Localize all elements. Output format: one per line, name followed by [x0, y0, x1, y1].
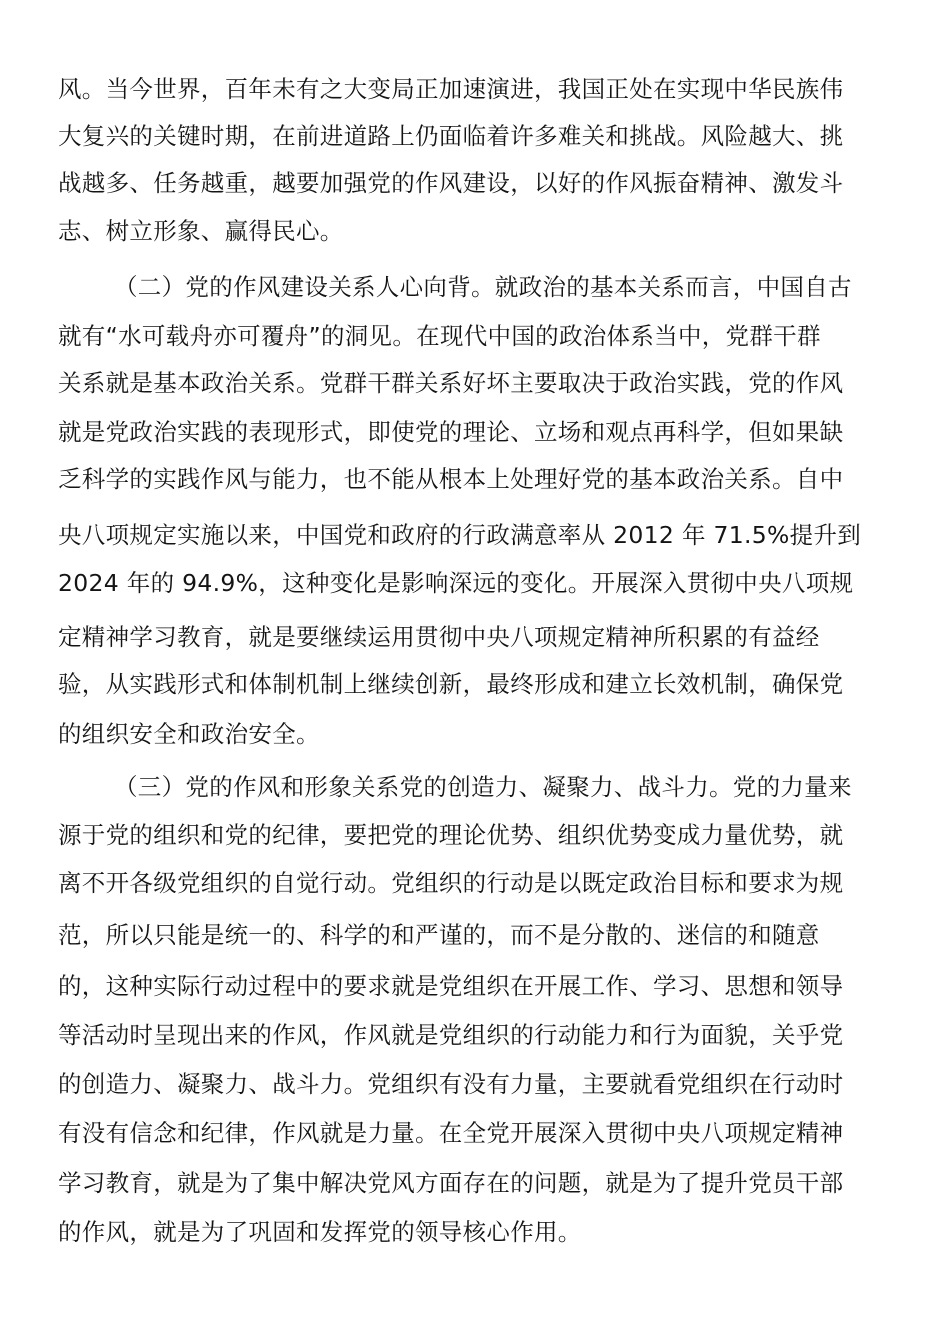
text-line: 风。当今世界，百年未有之大变局正加速演进，我国正处在实现中华民族伟	[58, 75, 844, 103]
paragraph-start-line: （二）党的作风建设关系人心向背。就政治的基本关系而言，中国自古	[114, 273, 852, 301]
text-line: 大复兴的关键时期，在前进道路上仍面临着许多难关和挑战。风险越大、挑	[58, 122, 844, 150]
text-line: 志、树立形象、赢得民心。	[58, 217, 344, 245]
text-line: 有没有信念和纪律，作风就是力量。在全党开展深入贯彻中央八项规定精神	[58, 1119, 844, 1147]
text-line: 学习教育，就是为了集中解决党风方面存在的问题，就是为了提升党员干部	[58, 1169, 844, 1197]
text-line: 战越多、任务越重，越要加强党的作风建设，以好的作风振奋精神、激发斗	[58, 169, 844, 197]
paragraph-start-line: （三）党的作风和形象关系党的创造力、凝聚力、战斗力。党的力量来	[114, 773, 852, 801]
text-line: 2024 年的 94.9%，这种变化是影响深远的变化。开展深入贯彻中央八项规	[58, 569, 854, 597]
text-line: 央八项规定实施以来，中国党和政府的行政满意率从 2012 年 71.5%提升到	[58, 521, 862, 549]
text-line: 就有“水可载舟亦可覆舟”的洞见。在现代中国的政治体系当中，党群干群	[58, 322, 821, 350]
text-line: 源于党的组织和党的纪律，要把党的理论优势、组织优势变成力量优势，就	[58, 821, 844, 849]
text-line: 验，从实践形式和体制机制上继续创新，最终形成和建立长效机制，确保党	[58, 670, 844, 698]
text-line: 定精神学习教育，就是要继续运用贯彻中央八项规定精神所积累的有益经	[58, 623, 820, 651]
text-line: 等活动时呈现出来的作风，作风就是党组织的行动能力和行为面貌，关乎党	[58, 1021, 844, 1049]
text-line: 的创造力、凝聚力、战斗力。党组织有没有力量，主要就看党组织在行动时	[58, 1070, 844, 1098]
text-line: 的，这种实际行动过程中的要求就是党组织在开展工作、学习、思想和领导	[58, 972, 844, 1000]
text-line: 的作风，就是为了巩固和发挥党的领导核心作用。	[58, 1218, 582, 1246]
text-line: 离不开各级党组织的自觉行动。党组织的行动是以既定政治目标和要求为规	[58, 869, 844, 897]
text-line: 就是党政治实践的表现形式，即使党的理论、立场和观点再科学，但如果缺	[58, 418, 844, 446]
text-line: 的组织安全和政治安全。	[58, 720, 320, 748]
text-line: 乏科学的实践作风与能力，也不能从根本上处理好党的基本政治关系。自中	[58, 465, 844, 493]
text-line: 范，所以只能是统一的、科学的和严谨的，而不是分散的、迷信的和随意	[58, 921, 820, 949]
text-line: 关系就是基本政治关系。党群干群关系好坏主要取决于政治实践，党的作风	[58, 369, 844, 397]
